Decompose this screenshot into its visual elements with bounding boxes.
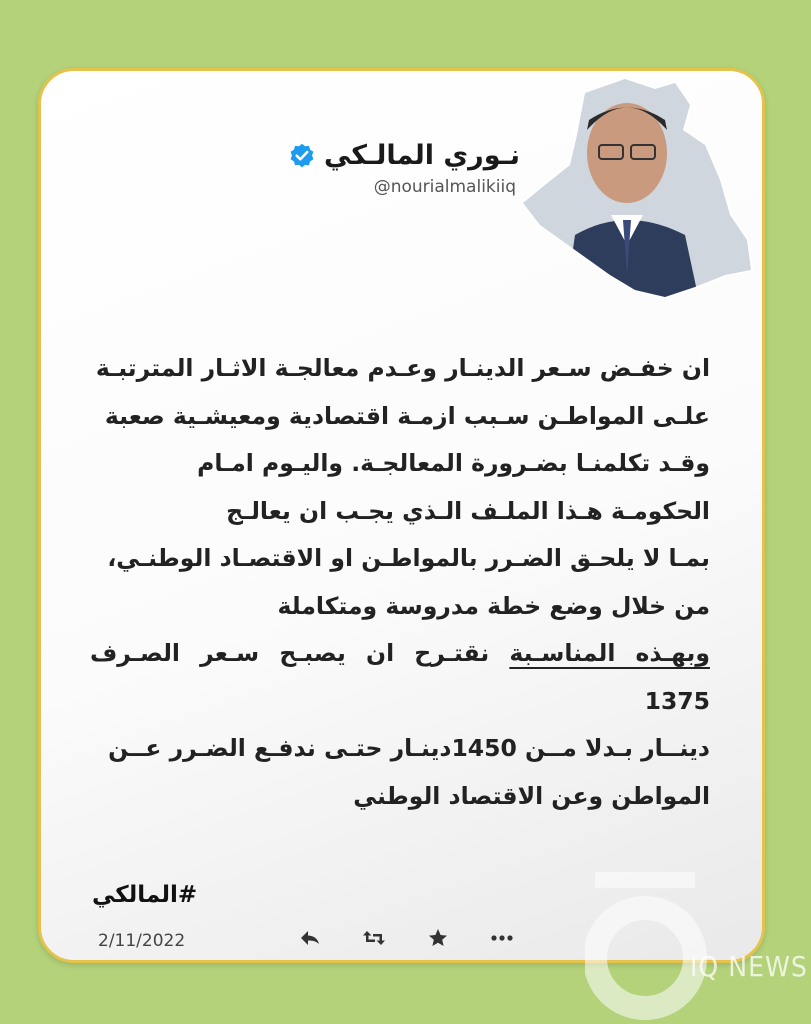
hashtag-link[interactable]: #المالكي — [92, 882, 198, 908]
body-line-rest: نقتـرح ان يصبـح سـعر الصـرف 1375 — [90, 639, 710, 715]
body-line: علـى المواطـن سـبب ازمـة اقتصادية ومعيشـية صعبة — [104, 401, 710, 430]
body-line — [90, 630, 710, 725]
post-actions — [298, 927, 514, 949]
profile-header — [280, 140, 520, 197]
retweet-icon[interactable] — [362, 927, 386, 949]
body-line: ان خفـض سـعر الدينـار وعـدم معالجـة الاثـار المترتبـة — [95, 354, 710, 382]
body-line: من خلال وضع خطة مدروسة ومتكاملة — [277, 591, 710, 620]
post-body — [90, 345, 710, 820]
author-handle[interactable]: @nourialmalikiiq — [373, 177, 516, 197]
body-line: وقـد تكلمنـا بضـرورة المعالجـة. واليـوم امـام — [197, 449, 710, 477]
body-line: المواطن وعن الاقتصاد الوطني — [353, 781, 710, 810]
iraq-map-avatar — [515, 75, 755, 305]
author-name[interactable]: نـوري المالـكي — [323, 140, 520, 171]
more-dots-icon[interactable] — [490, 927, 514, 949]
body-line: الحكومـة هـذا الملـف الـذي يجـب ان يعالـج — [226, 496, 710, 525]
watermark-text: IQ NEWS — [690, 950, 808, 983]
highlighted-phrase: وبهـذه المناسـبة — [509, 639, 710, 667]
reply-arrow-icon[interactable] — [298, 927, 322, 949]
verified-badge-icon — [288, 142, 316, 170]
body-line: بمـا لا يلحـق الضـرر بالمواطـن او الاقتصـاد الوطنـي، — [107, 544, 710, 572]
post-date: 2/11/2022 — [98, 931, 186, 951]
watermark-logo-icon — [585, 870, 800, 1020]
body-line: دينــار بـدلا مــن 1450دينـار حتـى ندفـع الضـرر عــن — [108, 734, 710, 762]
star-icon[interactable] — [426, 927, 450, 949]
